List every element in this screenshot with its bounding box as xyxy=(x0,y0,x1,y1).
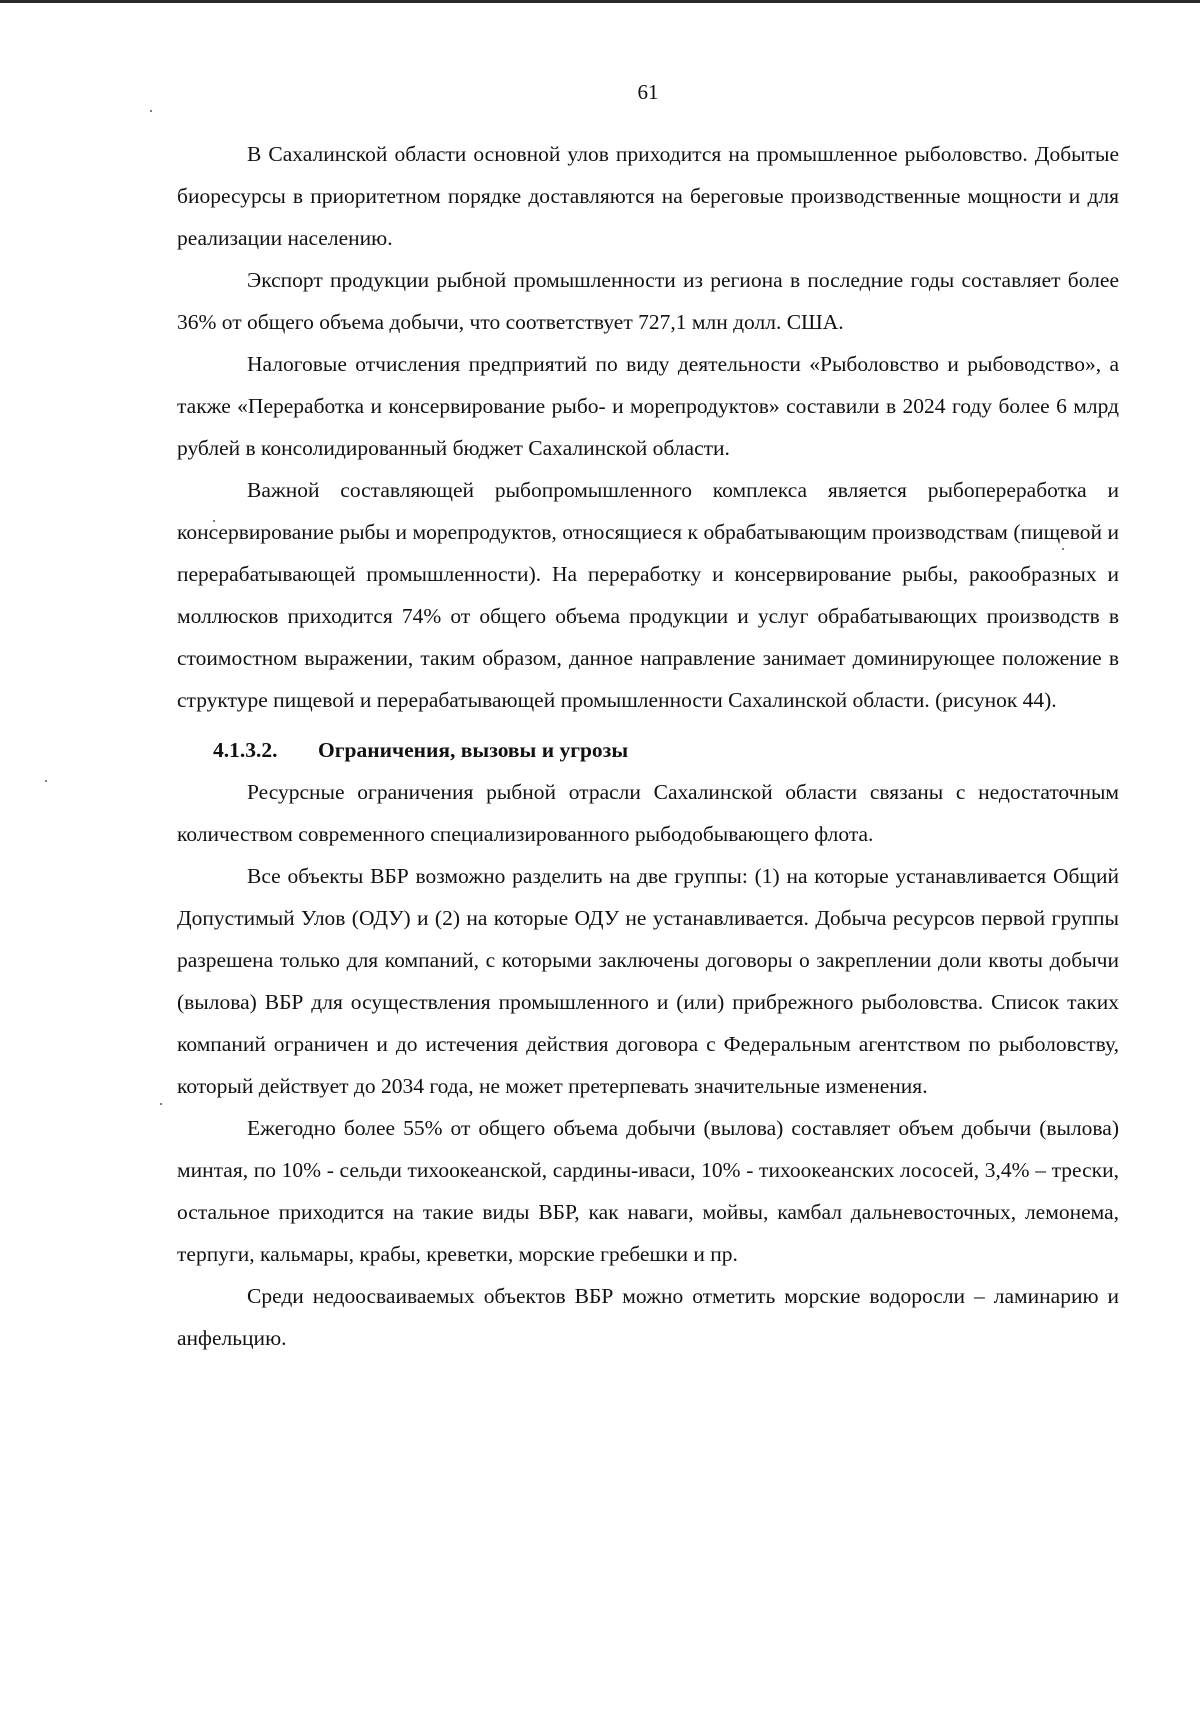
paragraph: Налоговые отчисления предприятий по виду деятельности «Рыболовство и рыбоводство», а также «Переработка и консервирование рыбо- и морепродуктов» составили в 2024 году более 6 млрд рублей в консолидированный бюджет Сахалинской области. xyxy=(177,352,1119,460)
page-number: 61 xyxy=(637,80,659,104)
paragraph: В Сахалинской области основной улов приходится на промышленное рыболовство. Добытые биоресурсы в приоритетном порядке доставляются на береговые производственные мощности и для реализации населению. xyxy=(177,142,1119,250)
paragraph: Все объекты ВБР возможно разделить на две группы: (1) на которые устанавливается Общий Допустимый Улов (ОДУ) и (2) на которые ОДУ не устанавливается. Добыча ресурсов первой группы разрешена только для компаний, с которыми заключены договоры о закреплении доли квоты добычи (вылова) ВБР для осуществления промышленного и (или) прибрежного рыболовства. Список таких компаний ограничен и до истечения действия договора с Федеральным агентством по рыболовству, который действует до 2034 года, не может претерпевать значительные изменения. xyxy=(177,864,1119,1098)
paragraph: Ежегодно более 55% от общего объема добычи (вылова) составляет объем добычи (вылова) минтая, по 10% - сельди тихоокеанской, сардины-иваси, 10% - тихоокеанских лососей, 3,4% – трески, остальное приходится на такие виды ВБР, как наваги, мойвы, камбал дальневосточных, лемонема, терпуги, кальмары, крабы, креветки, морские гребешки и пр. xyxy=(177,1116,1119,1266)
page-top-edge xyxy=(0,0,1200,3)
section-title: Ограничения, вызовы и угрозы xyxy=(318,738,629,762)
paragraph: Среди недоосваиваемых объектов ВБР можно отметить морские водоросли – ламинарию и анфельцию. xyxy=(177,1284,1119,1350)
section-heading xyxy=(177,729,1119,771)
scan-speck xyxy=(45,780,47,782)
paragraph: Экспорт продукции рыбной промышленности из региона в последние годы составляет более 36% от общего объема добычи, что соответствует 727,1 млн долл. США. xyxy=(177,268,1119,334)
body-text xyxy=(177,133,1119,1359)
section-number: 4.1.3.2. xyxy=(213,738,278,762)
scan-speck xyxy=(160,1103,162,1105)
paragraph: Важной составляющей рыбопромышленного комплекса является рыбопереработка и консервирование рыбы и морепродуктов, относящиеся к обрабатывающим производствам (пищевой и перерабатывающей промышленности). На переработку и консервирование рыбы, ракообразных и моллюсков приходится 74% от общего объема продукции и услуг обрабатывающих производств в стоимостном выражении, таким образом, данное направление занимает доминирующее положение в структуре пищевой и перерабатывающей промышленности Сахалинской области. (рисунок 44). xyxy=(177,478,1119,712)
scan-speck xyxy=(150,110,152,112)
paragraph: Ресурсные ограничения рыбной отрасли Сахалинской области связаны с недостаточным количеством современного специализированного рыбодобывающего флота. xyxy=(177,780,1119,846)
